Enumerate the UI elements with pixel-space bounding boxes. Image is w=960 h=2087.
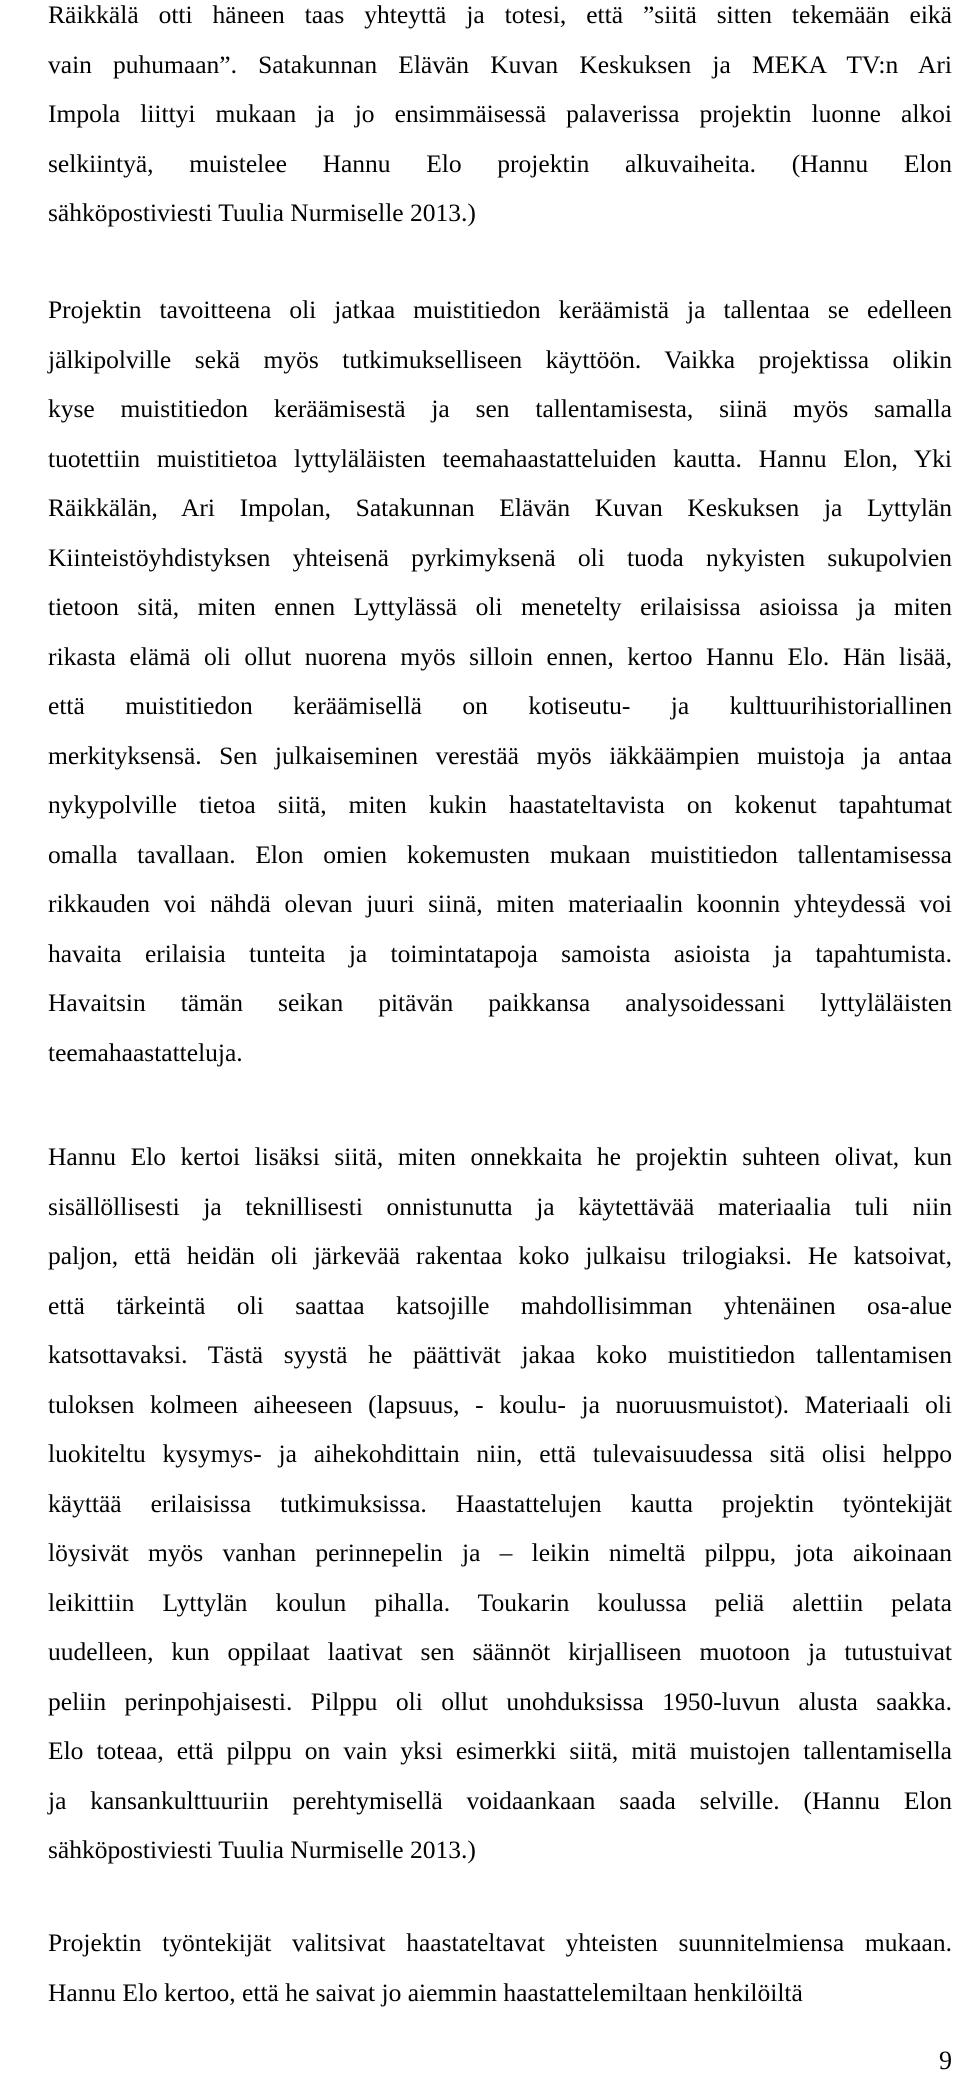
text-line: Hannu Elo kertoo, että he saivat jo aiemmin haastattelemiltaan henkilöiltä <box>48 1977 803 2007</box>
text-line: ja kansankulttuuriin perehtymisellä voidaankaan saada selville. (Hannu Elon <box>48 1785 952 1815</box>
text-line: luokiteltu kysymys- ja aihekohdittain niin, että tulevaisuudessa sitä olisi helppo <box>48 1439 952 1468</box>
page-number: 9 <box>939 2046 952 2075</box>
paragraph-1 <box>48 0 952 238</box>
text-line: nykypolville tietoa siitä, miten kukin haastateltavista on kokenut tapahtumat <box>48 790 952 819</box>
paragraph-3 <box>48 1132 952 1875</box>
text-line: tuotettiin muistitietoa lyttyläläisten teemahaastatteluiden kautta. Hannu Elon, Yki <box>48 443 952 473</box>
text-line: paljon, että heidän oli järkevää rakentaa koko julkaisu trilogiaksi. He katsoivat, <box>48 1241 952 1270</box>
text-line: että tärkeintä oli saattaa katsojille mahdollisimman yhtenäinen osa-alue <box>48 1290 952 1320</box>
text-line: Räikkälän, Ari Impolan, Satakunnan Elävän Kuvan Keskuksen ja Lyttylän <box>48 493 952 522</box>
text-line: kyse muistitiedon keräämisestä ja sen tallentamisesta, siinä myös samalla <box>48 394 952 423</box>
text-line: omalla tavallaan. Elon omien kokemusten mukaan muistitiedon tallentamisessa <box>48 839 952 869</box>
text-line: teemahaastatteluja. <box>48 1037 243 1067</box>
text-line: selkiintyä, muistelee Hannu Elo projektin alkuvaiheita. (Hannu Elon <box>48 148 952 178</box>
text-line: tuloksen kolmeen aiheeseen (lapsuus, - koulu- ja nuoruusmuistot). Materiaali oli <box>48 1389 952 1419</box>
text-line: rikkauden voi nähdä olevan juuri siinä, miten materiaalin koonnin yhteydessä voi <box>48 889 952 918</box>
text-line: käyttää erilaisissa tutkimuksissa. Haastattelujen kautta projektin työntekijät <box>48 1488 952 1518</box>
paragraph-4 <box>48 1918 952 2017</box>
text-line: löysivät myös vanhan perinnepelin ja – leikin nimeltä pilppu, jota aikoinaan <box>48 1538 952 1567</box>
text-line: sähköpostiviesti Tuulia Nurmiselle 2013.) <box>48 198 476 227</box>
text-line: jälkipolville sekä myös tutkimukselliseen käyttöön. Vaikka projektissa olikin <box>48 344 952 374</box>
text-line: Projektin työntekijät valitsivat haastateltavat yhteisten suunnitelmiensa mukaan. <box>48 1928 952 1957</box>
text-line: rikasta elämä oli ollut nuorena myös silloin ennen, kertoo Hannu Elo. Hän lisää, <box>48 641 952 671</box>
text-line: Impola liittyi mukaan ja jo ensimmäisessä palaverissa projektin luonne alkoi <box>48 99 952 128</box>
text-line: Kiinteistöyhdistyksen yhteisenä pyrkimyksenä oli tuoda nykyisten sukupolvien <box>48 542 952 572</box>
text-line: tietoon sitä, miten ennen Lyttylässä oli menetelty erilaisissa asioissa ja miten <box>48 592 952 621</box>
text-line: Elo toteaa, että pilppu on vain yksi esimerkki siitä, mitä muistojen tallentamisella <box>48 1736 952 1765</box>
text-line: että muistitiedon keräämisellä on kotiseutu- ja kulttuurihistoriallinen <box>48 691 952 720</box>
text-line: havaita erilaisia tunteita ja toimintatapoja samoista asioista ja tapahtumista. <box>48 938 952 968</box>
text-line: sisällöllisesti ja teknillisesti onnistunutta ja käytettävää materiaalia tuli niin <box>48 1191 952 1221</box>
text-line: Hannu Elo kertoi lisäksi siitä, miten onnekkaita he projektin suhteen olivat, kun <box>48 1142 952 1171</box>
text-line: Räikkälä otti häneen taas yhteyttä ja totesi, että ”siitä sitten tekemään eikä <box>48 0 952 29</box>
text-line: Havaitsin tämän seikan pitävän paikkansa analysoidessani lyttyläläisten <box>48 988 952 1017</box>
text-line: Projektin tavoitteena oli jatkaa muistitiedon keräämistä ja tallentaa se edelleen <box>48 295 952 324</box>
text-line: peliin perinpohjaisesti. Pilppu oli ollut unohduksissa 1950-luvun alusta saakka. <box>48 1686 952 1716</box>
paragraph-2 <box>48 285 952 1077</box>
text-line: katsottavaksi. Tästä syystä he päättivät jakaa koko muistitiedon tallentamisen <box>48 1340 952 1369</box>
text-line: vain puhumaan”. Satakunnan Elävän Kuvan Keskuksen ja MEKA TV:n Ari <box>48 49 952 79</box>
text-line: uudelleen, kun oppilaat laativat sen säännöt kirjalliseen muotoon ja tutustuivat <box>48 1637 952 1666</box>
text-line: leikittiin Lyttylän koulun pihalla. Toukarin koulussa peliä alettiin pelata <box>48 1587 952 1617</box>
text-line: sähköpostiviesti Tuulia Nurmiselle 2013.) <box>48 1835 476 1864</box>
text-line: merkityksensä. Sen julkaiseminen verestää myös iäkkäämpien muistoja ja antaa <box>48 740 952 770</box>
